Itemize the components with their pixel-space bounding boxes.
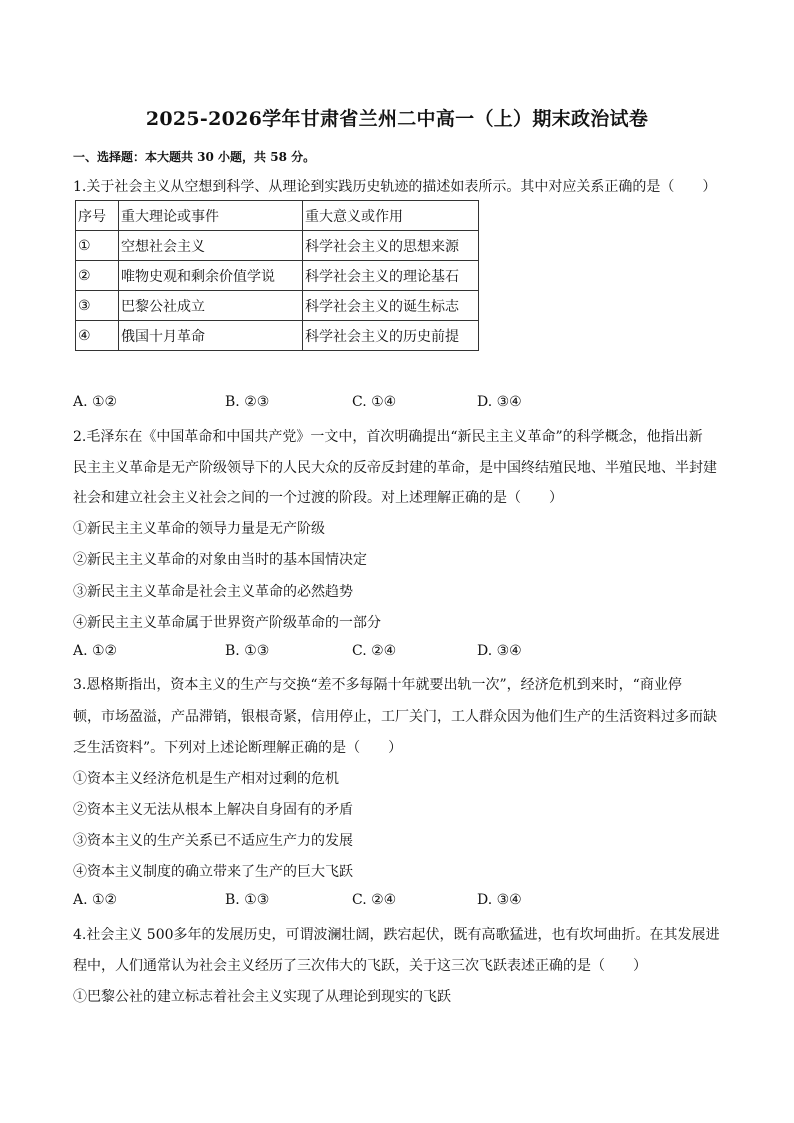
q3-statement: ③资本主义的生产关系已不适应生产力的发展 (73, 833, 353, 849)
option-d: D. ③④ (477, 394, 522, 410)
q3-statement: ②资本主义无法从根本上解决自身固有的矛盾 (73, 802, 353, 818)
option-b: B. ①③ (225, 892, 270, 908)
table-cell: ② (76, 261, 119, 291)
option-c: C. ②④ (352, 892, 397, 908)
q3-stem-line: 顿，市场盈溢，产品滞销，银根奇紧，信用停止，工厂关门，工人群众因为他们生产的生活资料过多而缺 (73, 709, 717, 725)
table-cell: 科学社会主义的历史前提 (303, 321, 479, 351)
q3-statement: ①资本主义经济危机是生产相对过剩的危机 (73, 771, 339, 787)
table-cell: 科学社会主义的理论基石 (303, 261, 479, 291)
q2-statement: ②新民主主义革命的对象由当时的基本国情决定 (73, 552, 367, 568)
option-a: A. ①② (73, 892, 118, 908)
option-b: B. ②③ (225, 394, 270, 410)
exam-title: 2025-2026学年甘肃省兰州二中高一（上）期末政治试卷 (145, 108, 649, 130)
q3-statement: ④资本主义制度的确立带来了生产的巨大飞跃 (73, 864, 353, 880)
option-c: C. ①④ (352, 394, 397, 410)
q4-stem-line: 程中，人们通常认为社会主义经历了三次伟大的飞跃，关于这三次飞跃表述正确的是（ ） (73, 958, 647, 974)
q1-stem: 1.关于社会主义从空想到科学、从理论到实践历史轨迹的描述如表所示。其中对应关系正确的是（ ） (73, 179, 717, 195)
option-a: A. ①② (73, 394, 118, 410)
table-cell: ① (76, 231, 119, 261)
table-cell: 空想社会主义 (119, 231, 303, 261)
q2-statement: ④新民主主义革命属于世界资产阶级革命的一部分 (73, 615, 381, 631)
q2-stem-line: 民主主义革命是无产阶级领导下的人民大众的反帝反封建的革命，是中国终结殖民地、半殖民地、半封建 (73, 460, 717, 476)
option-a: A. ①② (73, 643, 118, 659)
table-header-cell: 重大意义或作用 (303, 201, 479, 231)
q2-stem-line: 2.毛泽东在《中国革命和中国共产党》一文中，首次明确提出“新民主主义革命”的科学概念，他指出新 (73, 429, 703, 445)
q2-statement: ①新民主主义革命的领导力量是无产阶级 (73, 521, 325, 537)
q3-stem-line: 乏生活资料”。下列对上述论断理解正确的是（ ） (73, 740, 403, 756)
table-cell: 唯物史观和剩余价值学说 (119, 261, 303, 291)
q4-stem-line: 4.社会主义 500多年的发展历史，可谓波澜壮阔，跌宕起伏，既有高歌猛进，也有坎坷曲折。在其发展进 (73, 927, 720, 943)
option-b: B. ①③ (225, 643, 270, 659)
table-row (76, 291, 479, 321)
table-cell: 俄国十月革命 (119, 321, 303, 351)
table-cell: 科学社会主义的思想来源 (303, 231, 479, 261)
table-cell: ④ (76, 321, 119, 351)
table-cell: ③ (76, 291, 119, 321)
q3-stem-line: 3.恩格斯指出，资本主义的生产与交换“差不多每隔十年就要出轨一次”，经济危机到来时，“商业停 (73, 677, 682, 693)
section-heading: 一、选择题：本大题共 30 小题，共 58 分。 (73, 150, 316, 164)
q2-options (73, 643, 693, 661)
q1-options (73, 394, 693, 412)
table-cell: 巴黎公社成立 (119, 291, 303, 321)
q1-table (75, 200, 479, 351)
table-row (76, 261, 479, 291)
table-header-cell: 序号 (76, 201, 119, 231)
table-row (76, 321, 479, 351)
q4-statement: ①巴黎公社的建立标志着社会主义实现了从理论到现实的飞跃 (73, 989, 451, 1005)
q3-options (73, 892, 693, 910)
q2-stem-line: 社会和建立社会主义社会之间的一个过渡的阶段。对上述理解正确的是（ ） (73, 490, 563, 506)
table-header-row (76, 201, 479, 231)
table-cell: 科学社会主义的诞生标志 (303, 291, 479, 321)
table-row (76, 231, 479, 261)
option-d: D. ③④ (477, 892, 522, 908)
q2-statement: ③新民主主义革命是社会主义革命的必然趋势 (73, 584, 353, 600)
option-c: C. ②④ (352, 643, 397, 659)
option-d: D. ③④ (477, 643, 522, 659)
table-header-cell: 重大理论或事件 (119, 201, 303, 231)
